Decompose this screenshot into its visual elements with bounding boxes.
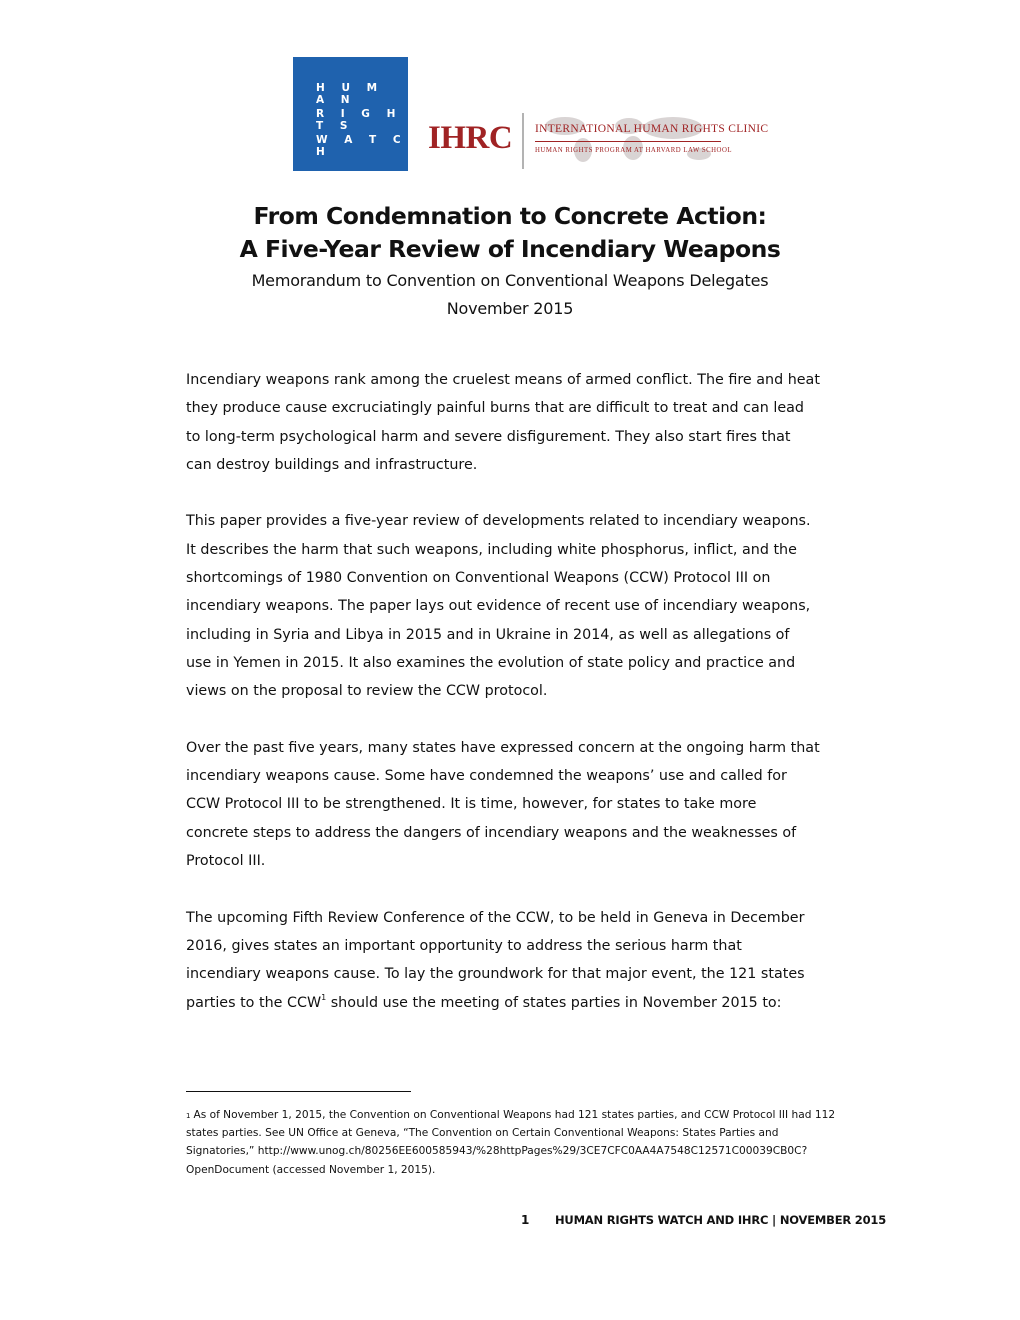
- footnote: [186, 1106, 866, 1179]
- ihrc-logo: IHRC: [428, 120, 513, 156]
- human-rights-watch-logo: [293, 57, 408, 171]
- text-line: incendiary weapons cause. Some have condemned the weapons’ use and called for: [186, 768, 787, 785]
- footer-text: HUMAN RIGHTS WATCH AND IHRC | NOVEMBER 2015: [555, 1213, 887, 1227]
- footnote-marker: 1: [186, 1112, 191, 1120]
- footnote-reference[interactable]: 1: [321, 992, 327, 1002]
- footnote-text: As of November 1, 2015, the Convention on Conventional Weapons had 121 states parties, and CCW Protocol III had 112: [193, 1109, 836, 1121]
- clinic-name: INTERNATIONAL HUMAN RIGHTS CLINIC: [535, 123, 769, 135]
- page-number: 1: [521, 1213, 530, 1227]
- text-line: incendiary weapons. The paper lays out evidence of recent use of incendiary weapons,: [186, 598, 811, 615]
- text-line: views on the proposal to review the CCW protocol.: [186, 683, 548, 700]
- text-line: Over the past five years, many states have expressed concern at the ongoing harm that: [186, 739, 820, 756]
- text-line: CCW Protocol III to be strengthened. It is time, however, for states to take more: [186, 796, 757, 813]
- paragraph-1: [186, 366, 846, 479]
- hrw-logo-line: R I G H T S: [316, 108, 402, 132]
- footnote-line[interactable]: Signatories,” http://www.unog.ch/80256EE600585943/%28httpPages%29/3CE7CFC0AA4A7548C12571C00039CB0C?: [186, 1145, 808, 1158]
- text-fragment: parties to the CCW: [186, 994, 322, 1011]
- title-block: [0, 200, 1020, 322]
- body-text: [186, 366, 846, 1045]
- text-line: can destroy buildings and infrastructure.: [186, 456, 478, 473]
- paragraph-4: [186, 904, 846, 1017]
- paragraph-2: [186, 507, 846, 705]
- text-fragment: should use the meeting of states parties in November 2015 to:: [326, 994, 782, 1011]
- hrw-logo-line: H U M A N: [316, 82, 384, 106]
- text-line: Protocol III.: [186, 853, 266, 870]
- clinic-subtitle: HUMAN RIGHTS PROGRAM AT HARVARD LAW SCHOOL: [535, 147, 733, 154]
- page-subtitle: Memorandum to Convention on Conventional Weapons Delegates: [251, 271, 769, 290]
- document-date: November 2015: [446, 299, 574, 318]
- text-line: The upcoming Fifth Review Conference of the CCW, to be held in Geneva in December: [186, 909, 805, 926]
- text-line: This paper provides a five-year review of developments related to incendiary weapons.: [186, 513, 811, 530]
- text-line: to long-term psychological harm and severe disfigurement. They also start fires that: [186, 428, 791, 445]
- text-line: including in Syria and Libya in 2015 and in Ukraine in 2014, as well as allegations of: [186, 626, 790, 643]
- text-line: Incendiary weapons rank among the cruelest means of armed conflict. The fire and heat: [186, 372, 820, 388]
- text-line: It describes the harm that such weapons, including white phosphorus, inflict, and the: [186, 541, 797, 558]
- world-map-icon: [543, 112, 721, 164]
- footnote-line: states parties. See UN Office at Geneva, “The Convention on Certain Conventional Weapons: States Parties and: [186, 1127, 779, 1140]
- text-line: use in Yemen in 2015. It also examines the evolution of state policy and practice and: [186, 654, 796, 671]
- page-title-line-1: From Condemnation to Concrete Action:: [253, 202, 767, 230]
- paragraph-3: [186, 734, 846, 875]
- page-title-line-2: A Five-Year Review of Incendiary Weapons: [239, 235, 781, 263]
- text-line: concrete steps to address the dangers of incendiary weapons and the weaknesses of: [186, 824, 797, 841]
- page-footer: [521, 1213, 887, 1227]
- hrw-logo-line: W A T C H: [316, 134, 408, 158]
- footnote-line: [186, 1106, 866, 1124]
- text-line: 2016, gives states an important opportunity to address the serious harm that: [186, 937, 742, 954]
- text-line: incendiary weapons cause. To lay the groundwork for that major event, the 121 states: [186, 966, 805, 983]
- text-line: shortcomings of 1980 Convention on Conventional Weapons (CCW) Protocol III on: [186, 570, 771, 587]
- clinic-rule: [535, 141, 721, 142]
- footnote-separator: [186, 1091, 411, 1092]
- footnote-line: OpenDocument (accessed November 1, 2015).: [186, 1163, 436, 1176]
- text-line: [186, 989, 846, 1017]
- text-line: they produce cause excruciatingly painful burns that are difficult to treat and can lead: [186, 400, 805, 417]
- logo-divider: [522, 113, 524, 169]
- logo-bar: [293, 57, 769, 172]
